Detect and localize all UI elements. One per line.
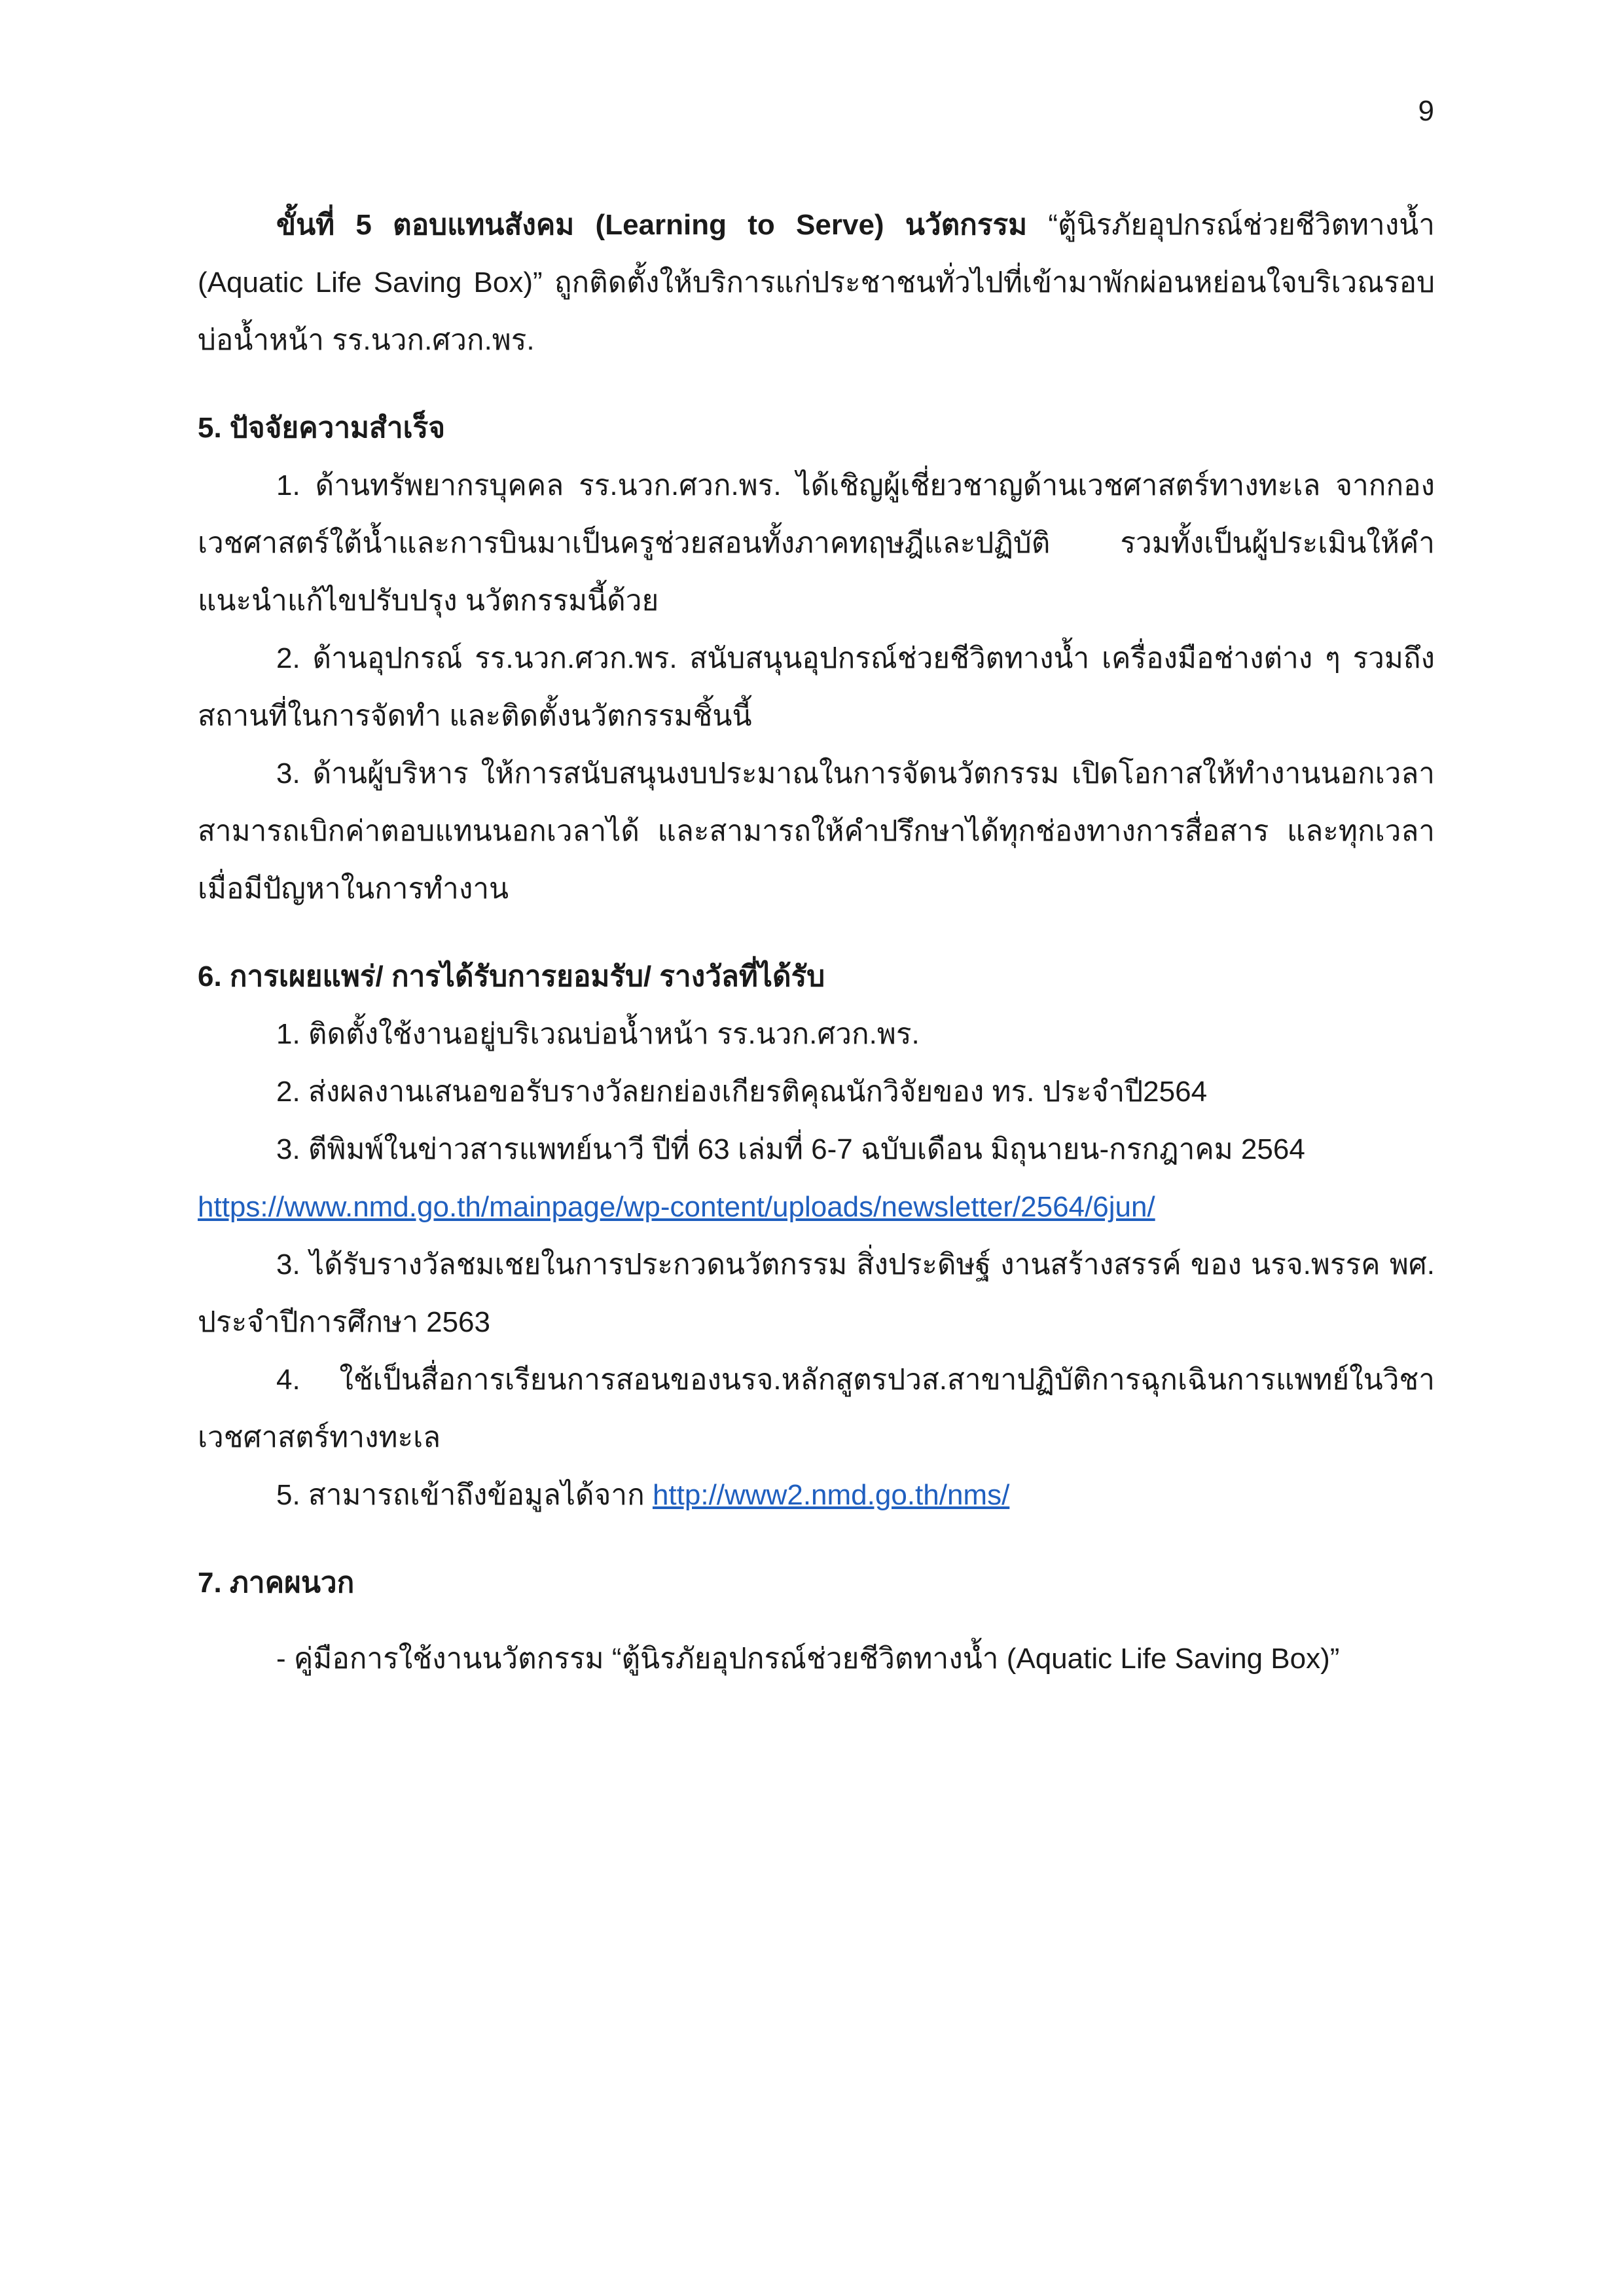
section7-item: - คู่มือการใช้งานนวัตกรรม “ตู้นิรภัยอุปกรณ์ช่วยชีวิตทางน้ำ (Aquatic Life Saving Box)”: [276, 1643, 1340, 1675]
section5-item-3: 3. ด้านผู้บริหาร ให้การสนับสนุนงบประมาณในการจัดนวัตกรรม เปิดโอกาสให้ทำงานนอกเวลา สามารถเบิกค่าตอบแทนนอกเวลาได้ และสามารถให้คำปรึกษาได้ทุกช่องทางการสื่อสาร และทุกเวลา เมื่อมีปัญหาในการทำงาน: [198, 757, 1435, 905]
page-number: 9: [1418, 95, 1434, 127]
step5-text: “ตู้นิรภัยอุปกรณ์ช่วยชีวิตทางน้ำ (Aquatic Life Saving Box)” ถูกติดตั้งให้บริการแก่ประชาชนทั่วไปที่เข้ามาพักผ่อนหย่อนใจบริเวณรอบบ่อน้ำหน้า รร.นวก.ศวก.พร.: [198, 209, 1435, 356]
section5-heading: 5. ปัจจัยความสำเร็จ: [198, 412, 446, 444]
section5-item-1: 1. ด้านทรัพยากรบุคคล รร.นวก.ศวก.พร. ได้เชิญผู้เชี่ยวชาญด้านเวชศาสตร์ทางทะเล จากกองเวชศาสตร์ใต้น้ำและการบินมาเป็นครูช่วยสอนทั้งภาคทฤษฎีและปฏิบัติ รวมทั้งเป็นผู้ประเมินให้คำแนะนำแก้ไขปรับปรุง นวัตกรรมนี้ด้วย: [198, 469, 1435, 617]
nms-link[interactable]: http://www2.nmd.go.th/nms/: [652, 1479, 1010, 1511]
document-body: [198, 196, 1435, 1688]
section6-heading: 6. การเผยแพร่/ การได้รับการยอมรับ/ รางวัลที่ได้รับ: [198, 960, 825, 993]
section6-item-5: 4. ใช้เป็นสื่อการเรียนการสอนของนรจ.หลักสูตรปวส.สาขาปฏิบัติการฉุกเฉินการแพทย์ในวิชาเวชศาสตร์ทางทะเล: [198, 1364, 1435, 1453]
newsletter-link[interactable]: https://www.nmd.go.th/mainpage/wp-content/uploads/newsletter/2564/6jun/: [198, 1191, 1155, 1223]
section6-item-6-text: 5. สามารถเข้าถึงข้อมูลได้จาก: [276, 1479, 653, 1511]
step5-paragraph: [198, 196, 1435, 369]
section6-item-4: 3. ได้รับรางวัลชมเชยในการประกวดนวัตกรรม สิ่งประดิษฐ์ งานสร้างสรรค์ ของ นรจ.พรรค พศ. ประจำปีการศึกษา 2563: [198, 1248, 1435, 1338]
step5-lead: ขั้นที่ 5 ตอบแทนสังคม (Learning to Serve) นวัตกรรม: [276, 209, 1028, 241]
section6-item-3-link-line: [198, 1178, 1435, 1236]
section6-item-2: 2. ส่งผลงานเสนอขอรับรางวัลยกย่องเกียรติคุณนักวิจัยของ ทร. ประจำปี2564: [276, 1076, 1208, 1108]
section7-heading: 7. ภาคผนวก: [198, 1567, 355, 1599]
section6-item-6: [198, 1467, 1435, 1524]
section6-item-3: 3. ตีพิมพ์ในข่าวสารแพทย์นาวี ปีที่ 63 เล่มที่ 6-7 ฉบับเดือน มิถุนายน-กรกฎาคม 2564: [276, 1133, 1305, 1165]
section6-item-1: 1. ติดตั้งใช้งานอยู่บริเวณบ่อน้ำหน้า รร.นวก.ศวก.พร.: [276, 1018, 920, 1050]
section5-item-2: 2. ด้านอุปกรณ์ รร.นวก.ศวก.พร. สนับสนุนอุปกรณ์ช่วยชีวิตทางน้ำ เครื่องมือช่างต่าง ๆ รวมถึงสถานที่ในการจัดทำ และติดตั้งนวัตกรรมชิ้นนี้: [198, 642, 1435, 732]
